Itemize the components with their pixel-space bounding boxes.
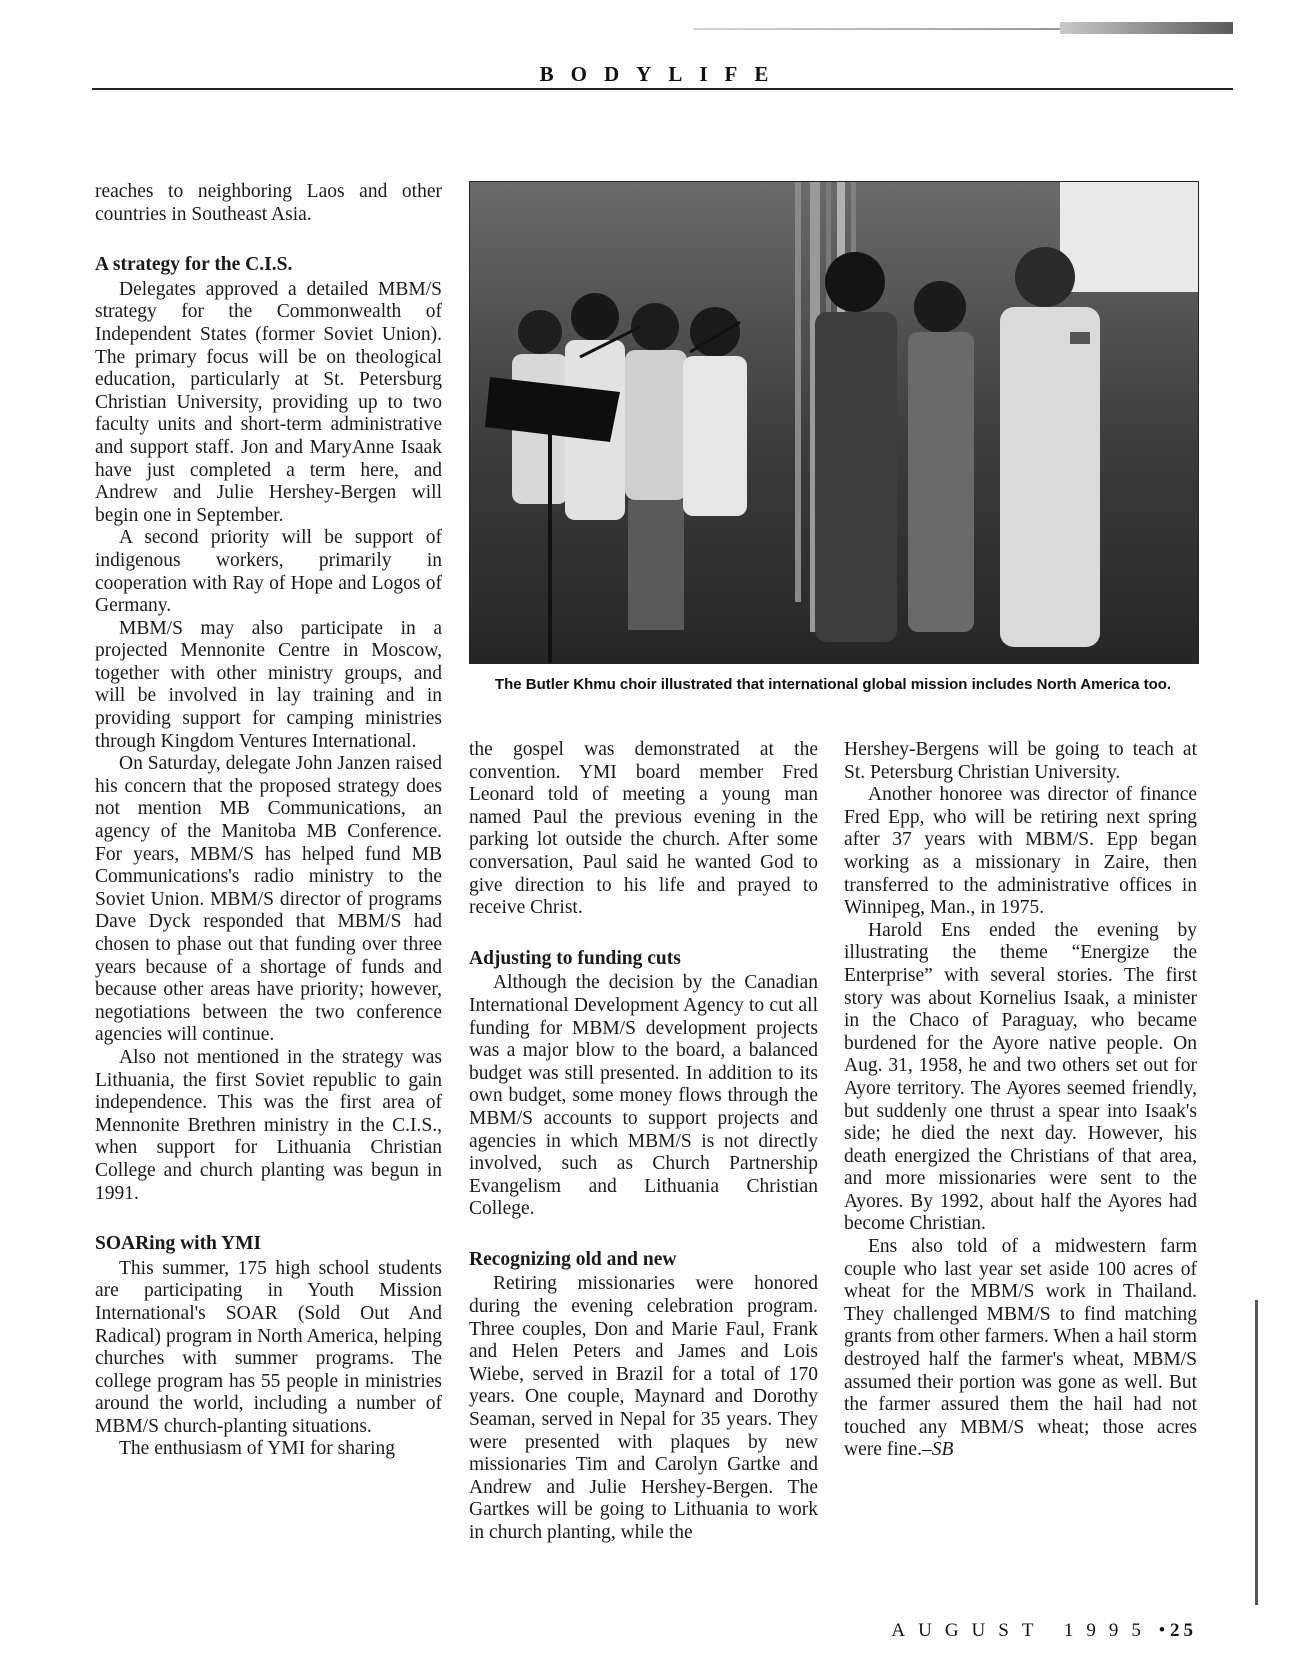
choir-photo-illustration [470, 182, 1198, 663]
paragraph: A second priority will be support of indigenous workers, primarily in cooperation with Ray of Hope and Logos of Germany. [95, 527, 442, 617]
header-decoration-bar [1060, 22, 1233, 34]
paragraph: Delegates approved a detailed MBM/S strategy for the Commonwealth of Independent States (former Soviet Union). The primary focus will be on theological education, particularly at St. Petersburg Christian University, providing up to two faculty units and short-term administrative and support staff. Jon and MaryAnne Isaak have just completed a term here, and Andrew and Julie Hershey-Bergen will begin one in September. [95, 278, 442, 526]
footer-separator: • [1158, 1620, 1166, 1641]
paragraph: MBM/S may also participate in a projected Mennonite Centre in Moscow, together with other ministry groups, and will be involved in lay training and in providing support for camping ministries through Kingdom Ventures International. [95, 617, 442, 752]
paragraph: On Saturday, delegate John Janzen raised his concern that the proposed strategy does not mention MB Communications, an agency of the Manitoba MB Conference. For years, MBM/S has helped fund MB Communications's radio ministry to the Soviet Union. MBM/S director of programs Dave Dyck responded that MBM/S had chosen to phase out that funding over three years because of a shortage of funds and because other areas have priority; however, negotiations between the two conference agencies will continue. [95, 753, 442, 1046]
paragraph: Also not mentioned in the strategy was Lithuania, the first Soviet republic to gain independence. This was the first area of Mennonite Brethren ministry in the C.I.S., when support for Lithuania Christian College and church planting was begun in 1991. [95, 1046, 442, 1204]
paragraph-text: Ens also told of a midwestern farm couple who last year set aside 100 acres of wheat for the MBM/S work in Thailand. They challenged MBM/S to find matching grants from other farmers. When a hail storm destroyed half the farmer's wheat, MBM/S assumed their portion was gone as well. But the farmer assured them the hail had not touched any MBM/S wheat; those acres were fine. [844, 1236, 1197, 1461]
paragraph: Harold Ens ended the evening by illustrating the theme “Energize the Enterprise” with several stories. The first story was about Kornelius Isaak, a minister in the Chaco of Paraguay, who became burdened for the Ayore native people. On Aug. 31, 1958, he and two others set out for Ayore territory. The Ayores seemed friendly, but suddenly one thrust a spear into Isaak's side; he died the next day. However, his death energized the Christians of that area, and more missionaries were sent to the Ayores. By 1992, about half the Ayores had become Christian. [844, 919, 1197, 1235]
article-column-3 [844, 739, 1197, 1462]
section-title: BODYLIFE [539, 62, 786, 86]
paragraph: the gospel was demonstrated at the convention. YMI board member Fred Leonard told of meeting a young man named Paul the previous evening in the parking lot outside the church. After some conversation, Paul said he wanted God to give direction to his life and prayed to receive Christ. [469, 739, 818, 919]
choir-photo [469, 181, 1199, 664]
page-number: 25 [1170, 1620, 1197, 1641]
paragraph: Another honoree was director of finance Fred Epp, who will be retiring next spring after 37 years with MBM/S. Epp began working as a missionary in Zaire, then transferred to the administrative offices in Winnipeg, Man., in 1975. [844, 784, 1197, 919]
article-column-2 [469, 739, 818, 1545]
paragraph: reaches to neighboring Laos and other countries in Southeast Asia. [95, 181, 442, 225]
header-rule [92, 88, 1233, 90]
section-heading: Recognizing old and new [469, 1248, 677, 1270]
paragraph [844, 1236, 1197, 1462]
paragraph: Retiring missionaries were honored during the evening celebration program. Three couples, Don and Marie Faul, Frank and Helen Peters and James and Lois Wiebe, served in Brazil for a total of 170 years. One couple, Maynard and Dorothy Seaman, served in Nepal for 35 years. They were presented with plaques by new missionaries Tim and Carolyn Gartke and Andrew and Julie Hershey-Bergen. The Gartkes will be going to Lithuania to work in church planting, while the [469, 1273, 818, 1543]
paragraph: Hershey-Bergens will be going to teach at St. Petersburg Christian University. [844, 739, 1197, 783]
section-heading: SOARing with YMI [95, 1233, 262, 1255]
section-heading: Adjusting to funding cuts [469, 947, 681, 969]
photo-caption: The Butler Khmu choir illustrated that international global mission includes North America too. [494, 676, 1172, 693]
section-heading: A strategy for the C.I.S. [95, 254, 293, 276]
margin-bar [1255, 1300, 1258, 1605]
page-footer [860, 1620, 1197, 1642]
issue-date: AUGUST 1995 [891, 1620, 1154, 1641]
article-column-1 [95, 181, 442, 1461]
paragraph: Although the decision by the Canadian International Development Agency to cut all funding for MBM/S development projects was a major blow to the board, a balanced budget was still presented. In addition to its own budget, some money flows through the MBM/S accounts to support projects and agencies in which MBM/S is not directly involved, such as Church Partnership Evangelism and Lithuania Christian College. [469, 972, 818, 1220]
paragraph: The enthusiasm of YMI for sharing [119, 1438, 396, 1460]
author-signature: –SB [921, 1439, 954, 1461]
paragraph: This summer, 175 high school students are participating in Youth Mission International's SOAR (Sold Out And Radical) program in North America, helping churches with summer programs. The college program has 55 people in ministries around the world, including a number of MBM/S church-planting situations. [95, 1257, 442, 1437]
